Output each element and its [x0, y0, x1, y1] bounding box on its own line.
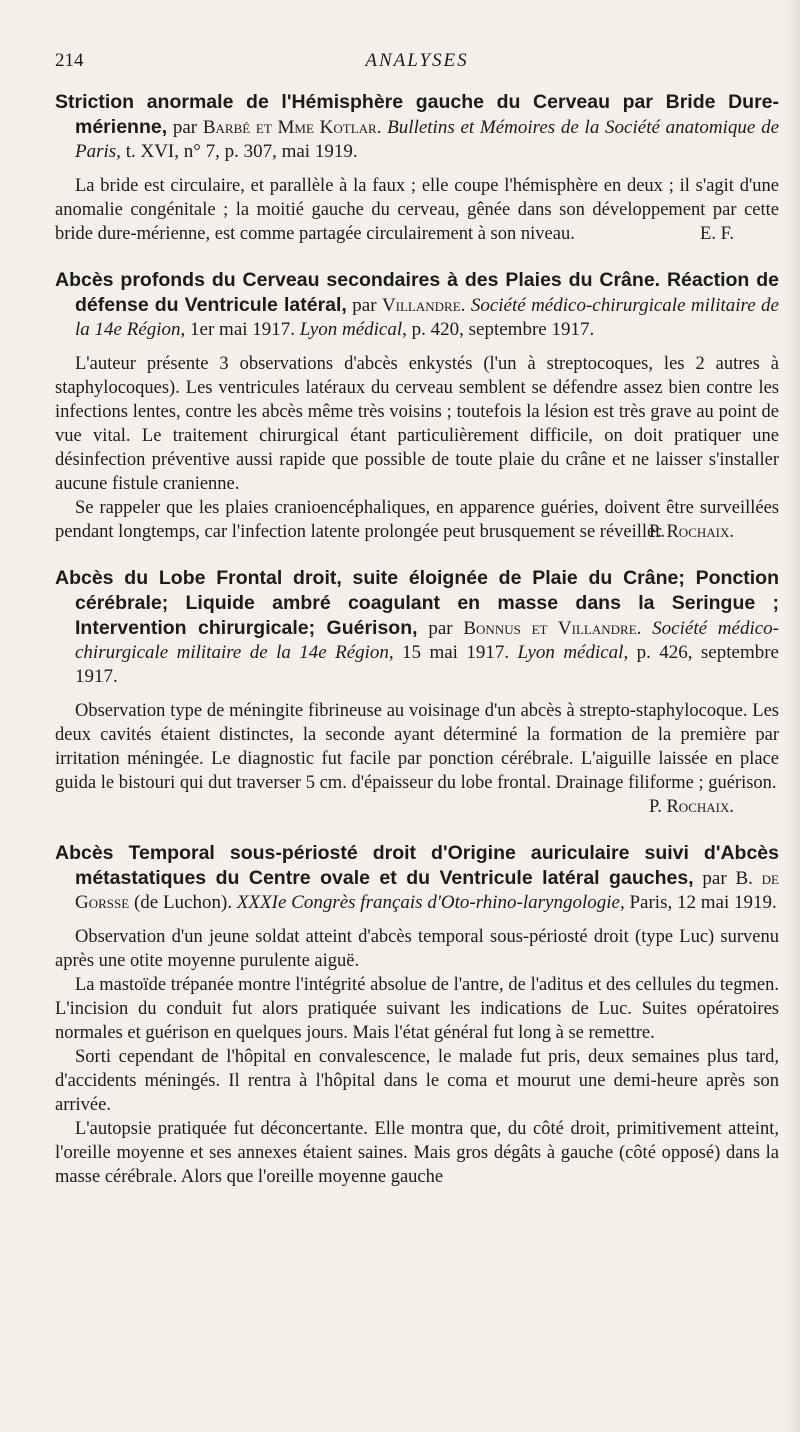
article-heading: [55, 566, 779, 689]
article-heading: [55, 90, 779, 164]
abstract-paragraph: Observation type de méningite fibrineuse au voisinage d'un abcès à strepto-staphylocoque. Les deux cavités étaient distinctes, la seconde ayant déterminé la formation de la première par irritation méningée. Le diagnostic fut facile par ponction cérébrale. L'aiguille laissée en place guida le bistouri qui dut traverser 5 cm. d'épaisseur du lobe frontal. Drainage filiforme ; guérison.: [55, 701, 779, 793]
article-source: Société médico-chirurgicale militaire de la 14e Région,: [75, 295, 779, 340]
article-source: Bulletins et Mémoires de la Société anatomique de Paris,: [75, 117, 780, 162]
abstract-paragraph: La mastoïde trépanée montre l'intégrité absolue de l'antre, de l'aditus et des cellules du tegmen. L'incision du conduit fut alors pratiquée suivant les indications de Luc. Suites opératoires normales et guérison en quelques jours. Mais l'état général fut long à se remettre.: [55, 975, 779, 1043]
running-head: [55, 50, 779, 80]
page-number: 214: [55, 50, 84, 71]
article-details: 1er mai 1917.: [185, 319, 296, 340]
article-abstract: [55, 566, 779, 819]
article-authors: Villandre.: [381, 295, 466, 316]
article-source: Société médico-chirurgicale militaire de la 14e Région,: [75, 618, 779, 663]
by-word: par: [417, 618, 464, 639]
article-affiliation: (de Luchon).: [129, 892, 233, 913]
by-word: par: [693, 868, 736, 889]
article-title: Striction anormale de l'Hémisphère gauche du Cerveau par Bride Dure-mérienne,: [55, 91, 779, 138]
article-heading: [55, 268, 779, 342]
abstract-paragraph: Se rappeler que les plaies cranioencéphaliques, en apparence guéries, doivent être surveillées pendant longtemps, car l'infection latente prolongée peut brusquement se réveiller.: [55, 498, 779, 542]
abstract-paragraph: Observation d'un jeune soldat atteint d'abcès temporal sous-périosté droit (type Luc) survenu après une otite moyenne purulente aiguë.: [55, 927, 779, 971]
article-source: XXXIe Congrès français d'Oto-rhino-laryngologie,: [232, 892, 625, 913]
reviewer-signature: E. F.: [700, 224, 734, 244]
article-details: t. XVI, n° 7, p. 307, mai 1919.: [120, 141, 358, 162]
abstract-paragraph: L'auteur présente 3 observations d'abcès enkystés (l'un à streptocoques, les 2 autres à staphylocoques). Les ventricules latéraux du cerveau semblent se défendre assez bien contre les infections lentes, contre les abcès même très voisins ; toutefois la lésion est très grave au point de vue vital. Le traitement chirurgical étant particulièrement difficile, on doit pratiquer une désinfection préventive aussi rapide que possible de toute plaie du crâne et ne laisser s'installer aucune fistule cranienne.: [55, 354, 779, 494]
article-abstract: [55, 268, 779, 544]
abstract-paragraph: La bride est circulaire, et parallèle à la faux ; elle coupe l'hémisphère en deux ; il s'agit d'une anomalie congénitale ; la moitié gauche du cerveau, gênée dans son développement par cette bride dure-mérienne, est comme partagée circulairement à son niveau.: [55, 176, 779, 244]
page-edge-shadow: [786, 0, 800, 1432]
article-details-journal: p. 426, septembre 1917.: [75, 642, 779, 687]
article-details: 15 mai 1917.: [393, 642, 510, 663]
article-authors: B. de Gorsse: [75, 868, 779, 913]
abstract-paragraph: Sorti cependant de l'hôpital en convalescence, le malade fut pris, deux semaines plus tard, d'accidents méningés. Il rentra à l'hôpital dans le coma et mourut une demi-heure après son arrivée.: [55, 1047, 779, 1115]
abstract-paragraph: L'autopsie pratiquée fut déconcertante. Elle montra que, du côté droit, primitivement atteint, l'oreille moyenne et ses annexes étaient saines. Mais gros dégâts à gauche (côté opposé) dans la masse cérébrale. Alors que l'oreille moyenne gauche: [55, 1119, 779, 1187]
article-source-journal: Lyon médical,: [509, 642, 629, 663]
article-title: Abcès Temporal sous-périosté droit d'Origine auriculaire suivi d'Abcès métastatiques du Centre ovale et du Ventricule latéral gauches,: [55, 842, 779, 889]
reviewer-signature: P. Rochaix.: [648, 522, 734, 542]
article-authors: Barbé et Mme Kotlar.: [202, 117, 382, 138]
by-word: par: [167, 117, 203, 138]
by-word: par: [346, 295, 382, 316]
article-title: Abcès du Lobe Frontal droit, suite éloignée de Plaie du Crâne; Ponction cérébrale; Liquide ambré coagulant en masse dans la Seringue ; Intervention chirurgicale; Guérison,: [55, 567, 779, 639]
article-details: Paris, 12 mai 1919.: [624, 892, 777, 913]
running-title: ANALYSES: [365, 50, 469, 71]
article-authors: Bonnus et Villandre.: [463, 618, 642, 639]
article-source-journal: Lyon médical,: [295, 319, 407, 340]
article-details-journal: p. 420, septembre 1917.: [406, 319, 595, 340]
article-abstract: [55, 841, 779, 1189]
reviewer-signature: P. Rochaix.: [648, 797, 734, 817]
article-title: Abcès profonds du Cerveau secondaires à des Plaies du Crâne. Réaction de défense du Ventricule latéral,: [55, 269, 779, 316]
journal-page: [55, 50, 779, 1189]
article-heading: [55, 841, 779, 915]
article-abstract: [55, 90, 779, 246]
